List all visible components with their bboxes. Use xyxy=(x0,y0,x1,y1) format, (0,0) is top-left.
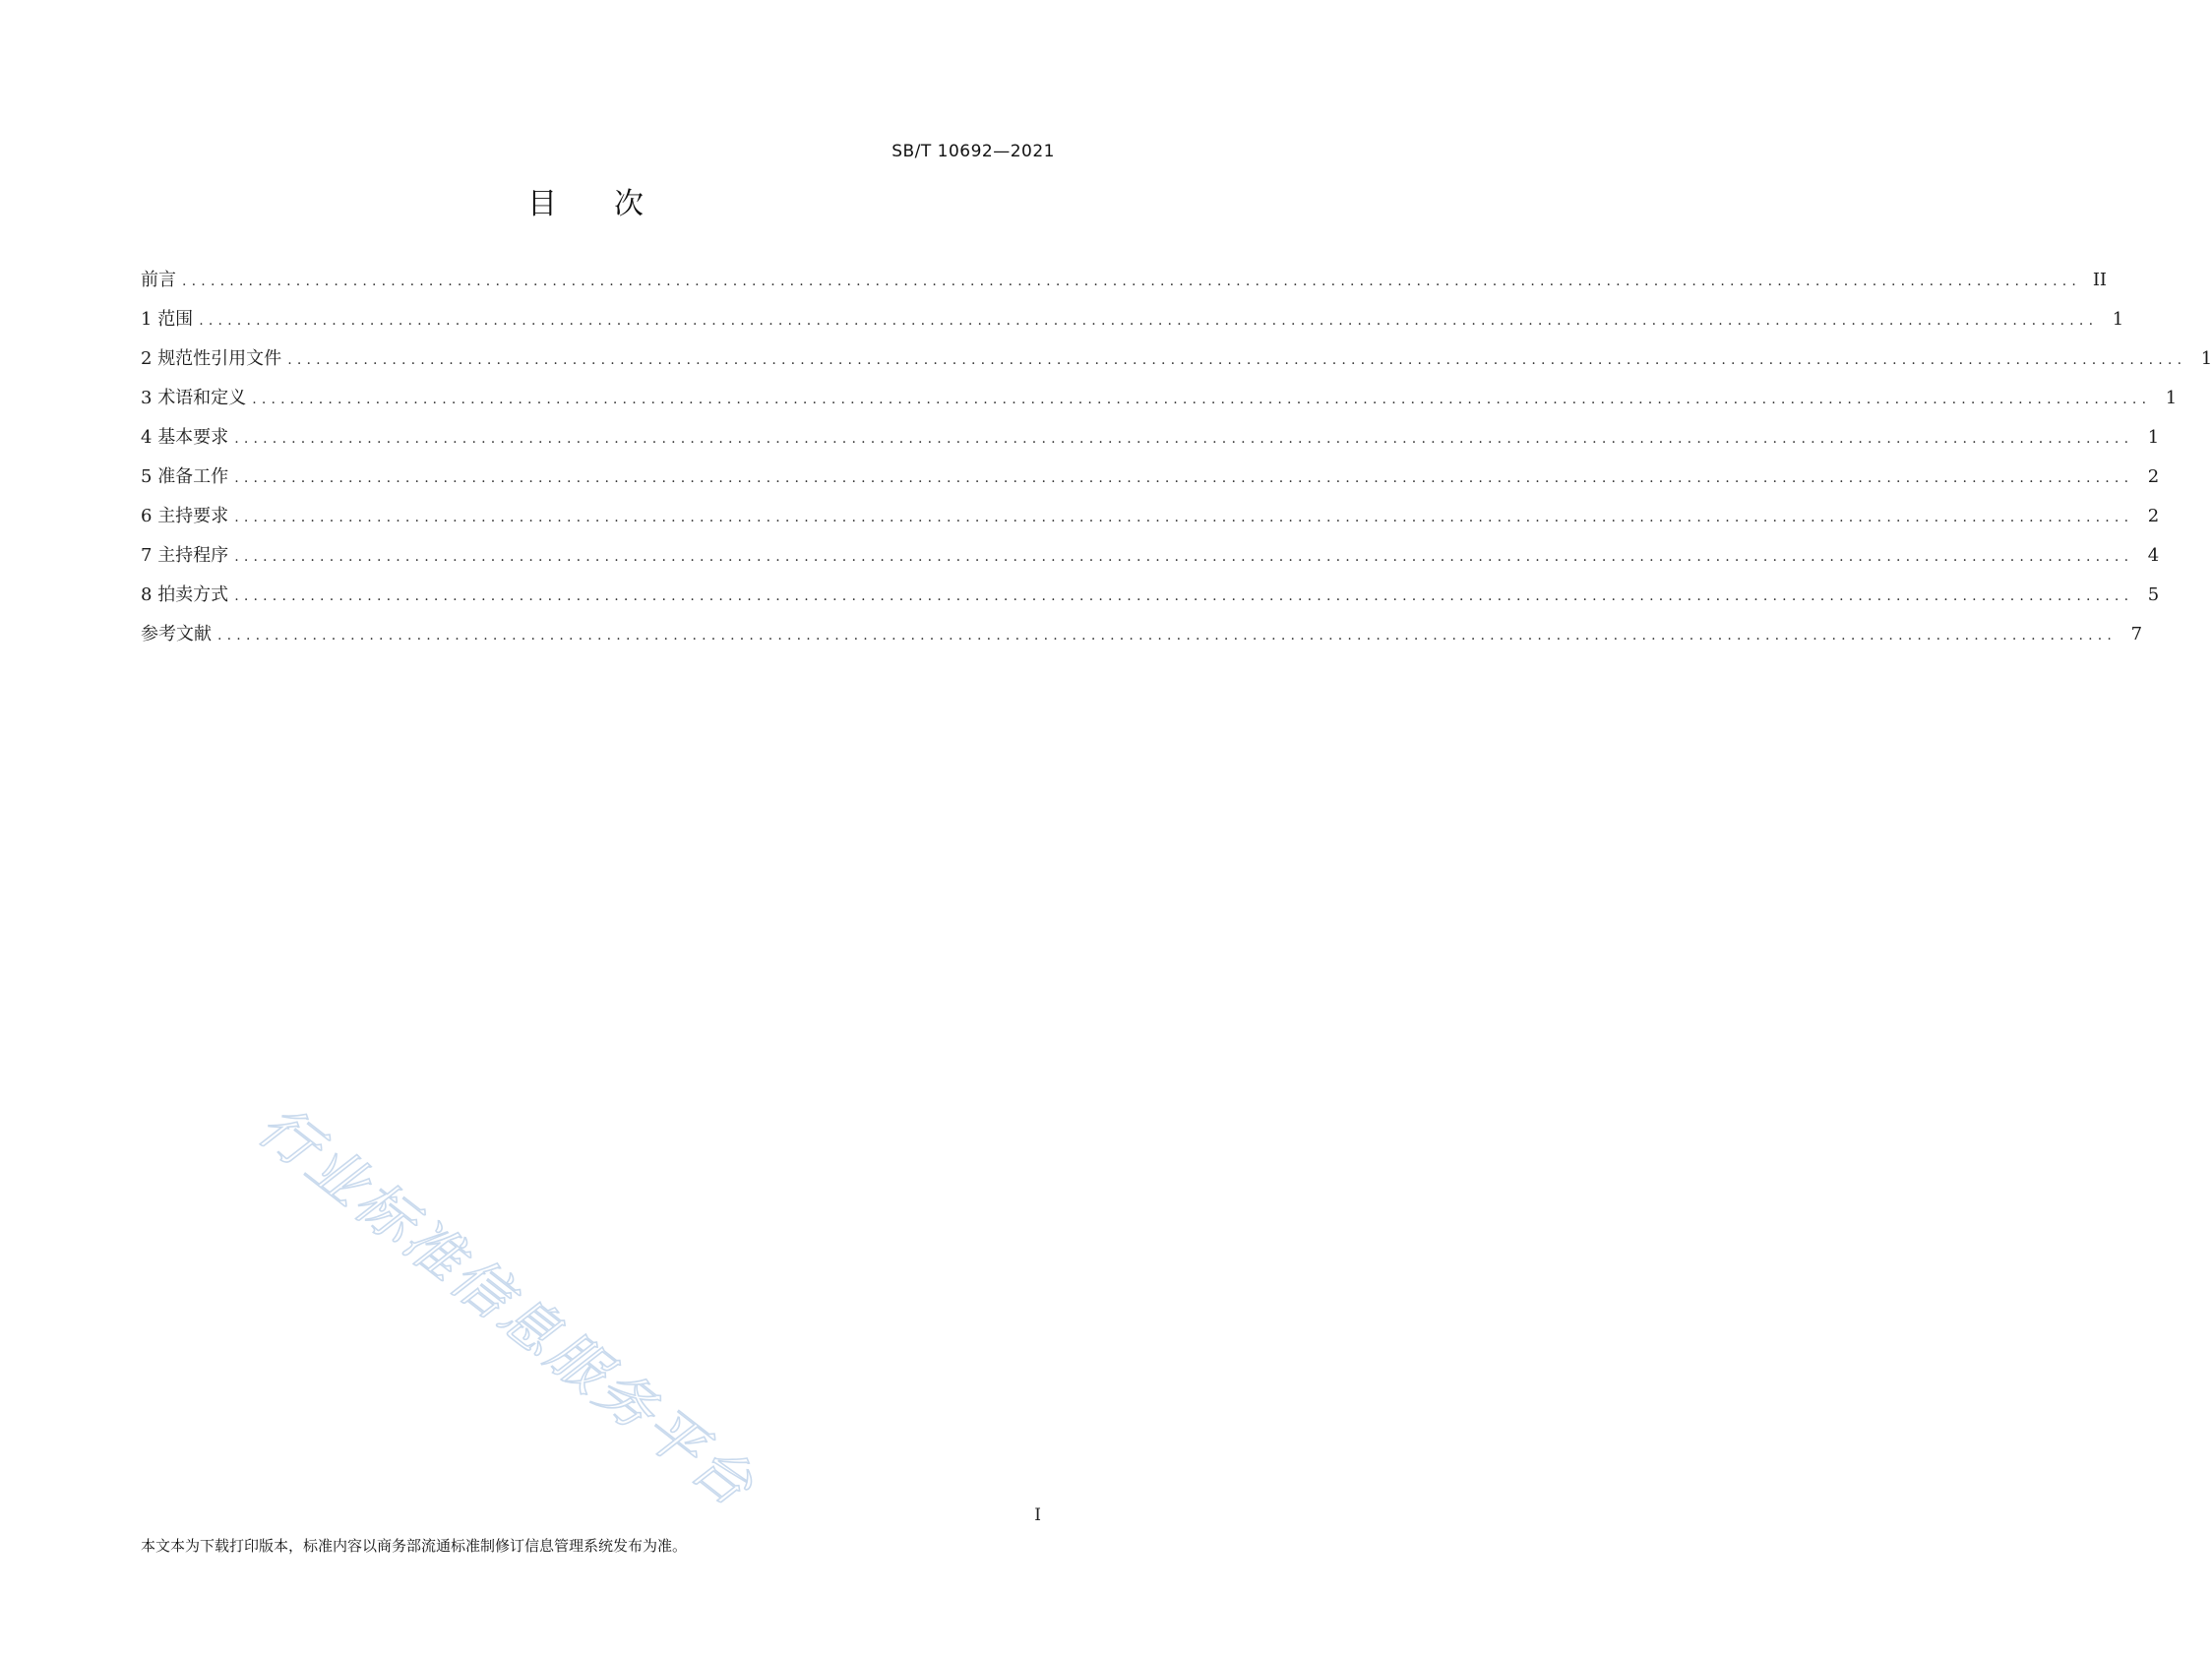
toc-entry-label: 范围 xyxy=(157,309,194,330)
toc-entry-page: 2 xyxy=(2147,466,2160,487)
toc-dot-leader: ........................................................................................................................................................................................................ xyxy=(234,431,2134,447)
toc-entry-page: II xyxy=(2092,270,2108,290)
toc-dot-leader: ........................................................................................................................................................................................................ xyxy=(287,352,2187,368)
page-number: I xyxy=(1034,1505,1041,1525)
toc-entry-number: 1 xyxy=(141,309,158,330)
toc-entry[interactable] xyxy=(141,502,2160,541)
footer-note: 本文本为下载打印版本，标准内容以商务部流通标准制修订信息管理系统发布为准。 xyxy=(141,1537,688,1555)
toc-entry[interactable] xyxy=(141,305,2124,344)
toc-entry-number: 5 xyxy=(141,466,158,487)
toc-dot-leader: ........................................................................................................................................................................................................ xyxy=(234,510,2134,525)
watermark: 行业标准信息服务平台 xyxy=(246,1092,768,1521)
toc-dot-leader: ........................................................................................................................................................................................................ xyxy=(252,392,2152,407)
toc-entry-page: 2 xyxy=(2147,506,2160,526)
toc-entry-label: 规范性引用文件 xyxy=(157,348,282,369)
toc-entry[interactable] xyxy=(141,384,2178,423)
toc-entry-label: 主持要求 xyxy=(157,506,229,526)
toc-entry-label: 术语和定义 xyxy=(157,388,247,408)
toc-entry-page: 1 xyxy=(2147,427,2160,448)
toc-entry-page: 1 xyxy=(2165,388,2178,408)
toc-entry-page: 1 xyxy=(2112,309,2124,330)
toc-dot-leader: ........................................................................................................................................................................................................ xyxy=(217,628,2118,644)
toc-dot-leader: ........................................................................................................................................................................................................ xyxy=(199,313,2099,329)
toc-entry-page: 7 xyxy=(2130,624,2143,644)
toc-dot-leader: ........................................................................................................................................................................................................ xyxy=(234,470,2134,486)
toc-entry-number: 2 xyxy=(141,348,158,369)
standard-code: SB/T 10692—2021 xyxy=(891,142,1055,161)
page-title: 目次 xyxy=(527,187,701,221)
toc-dot-leader: ........................................................................................................................................................................................................ xyxy=(234,588,2134,604)
toc-entry-label: 基本要求 xyxy=(157,427,229,448)
toc-entry[interactable] xyxy=(141,344,2212,384)
toc-entry-number: 7 xyxy=(141,545,158,566)
toc-entry-number: 6 xyxy=(141,506,158,526)
toc-dot-leader: ........................................................................................................................................................................................................ xyxy=(182,274,2082,289)
toc-entry[interactable] xyxy=(141,462,2160,502)
toc-entry[interactable] xyxy=(141,423,2160,462)
table-of-contents xyxy=(141,266,2212,659)
toc-entry-label: 准备工作 xyxy=(157,466,229,487)
toc-entry-number: 4 xyxy=(141,427,158,448)
toc-entry-number: 3 xyxy=(141,388,158,408)
toc-entry-page: 1 xyxy=(2200,348,2212,369)
toc-entry-label: 拍卖方式 xyxy=(157,584,229,605)
toc-entry-page: 5 xyxy=(2147,584,2160,605)
toc-entry-label: 参考文献 xyxy=(141,624,212,644)
toc-entry-number: 8 xyxy=(141,584,158,605)
toc-entry-label: 前言 xyxy=(141,270,176,290)
toc-entry[interactable] xyxy=(141,620,2143,659)
toc-entry-label: 主持程序 xyxy=(157,545,229,566)
toc-dot-leader: ........................................................................................................................................................................................................ xyxy=(234,549,2134,565)
toc-entry[interactable] xyxy=(141,266,2108,305)
toc-entry[interactable] xyxy=(141,581,2160,620)
toc-entry-page: 4 xyxy=(2147,545,2160,566)
toc-entry[interactable] xyxy=(141,541,2160,581)
